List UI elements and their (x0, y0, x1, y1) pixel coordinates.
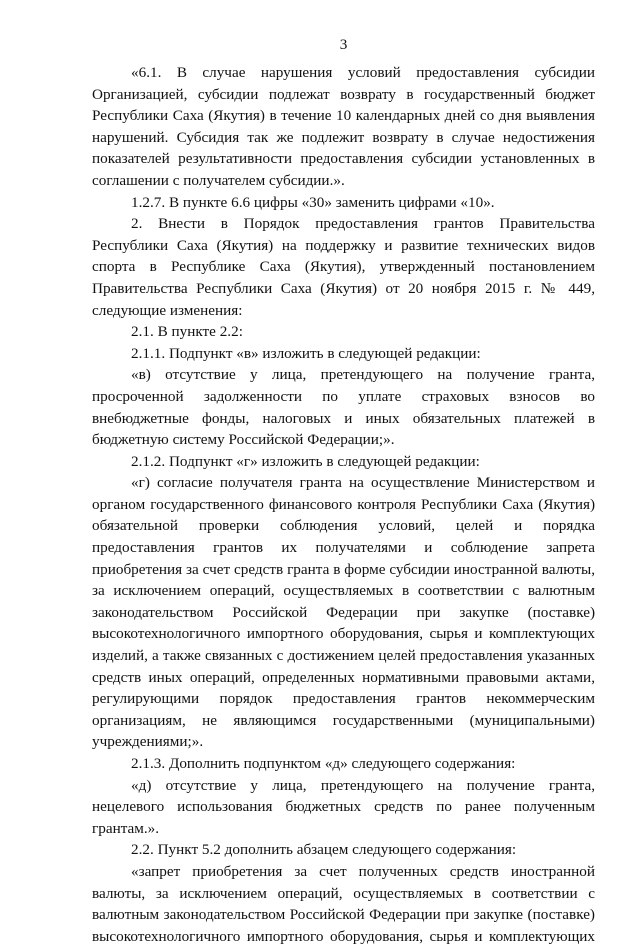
paragraph-subitem-v: «в) отсутствие у лица, претендующего на получение гранта, просроченной задолженности по уплате страховых взносов во внебюджетные фонды, налоговых и иных обязательных платежей в бюджетную систему Российской Федерации;». (92, 366, 595, 449)
paragraph-clause-6-1: «6.1. В случае нарушения условий предоставления субсидии Организацией, субсидии подлежат возврату в государственный бюджет Республики Саха (Якутия) в течение 10 календарных дней со дня выявления нарушений. Субсидия так же подлежит возврату в случае недостижения показателей результативности предоставления субсидии установленных в соглашении с получателем субсидии.». (92, 64, 595, 189)
paragraph-subitem-d: «д) отсутствие у лица, претендующего на получение гранта, нецелевого использования бюджетных средств по ранее полученным грантам.». (92, 776, 595, 837)
paragraph-continued: «запрет приобретения за счет полученных средств иностранной валюты, за исключением операций, осуществляемых в соответствии с валютным законодательством Российской Федерации при закупке (поставке) высокотехнологичного импортного оборудования, сырья и комплектующих (92, 862, 595, 945)
paragraph-subitem-g: «г) согласие получателя гранта на осуществление Министерством и органом государственного финансового контроля Республики Саха (Якутия) обязательной проверки соблюдения условий, целей и порядка предоставления грантов их получателями и соблюдение запрета приобретения за счет средств гранта в форме субсидии иностранной валюты, за исключением операций, осуществляемых в соответствии с валютным законодательством Российской Федерации при закупке (поставке) высокотехнологичного импортного оборудования, сырья и комплектующих изделий, а также связанных с достижением целей предоставления указанных средств иных операций, определенных нормативными правовыми актами, регулирующими порядок предоставления грантов некоммерческим организациям, не являющимся государственными (муниципальными) учреждениями;». (92, 474, 595, 751)
paragraph-2-1-2: 2.1.2. Подпункт «г» изложить в следующей редакции: (131, 452, 480, 470)
paragraph-2-2: 2.2. Пункт 5.2 дополнить абзацем следующего содержания: (131, 841, 517, 859)
page-number: 3 (339, 36, 348, 53)
paragraph-2-1-3: 2.1.3. Дополнить подпунктом «д» следующего содержания: (131, 755, 516, 772)
paragraph-2-1: 2.1. В пункте 2.2: (131, 323, 243, 341)
page-content (92, 36, 595, 947)
paragraph-2: 2. Внести в Порядок предоставления грантов Правительства Республики Саха (Якутия) на поддержку и развитие технических видов спорта в Республике Саха (Якутия), утвержденный постановлением Правительства Республики Саха (Якутия) от 20 ноября 2015 г. № 449, следующие изменения: (92, 215, 595, 319)
paragraph-2-1-1: 2.1.1. Подпункт «в» изложить в следующей редакции: (131, 344, 481, 362)
paragraph-1-2-7: 1.2.7. В пункте 6.6 цифры «30» заменить цифрами «10». (131, 193, 495, 211)
